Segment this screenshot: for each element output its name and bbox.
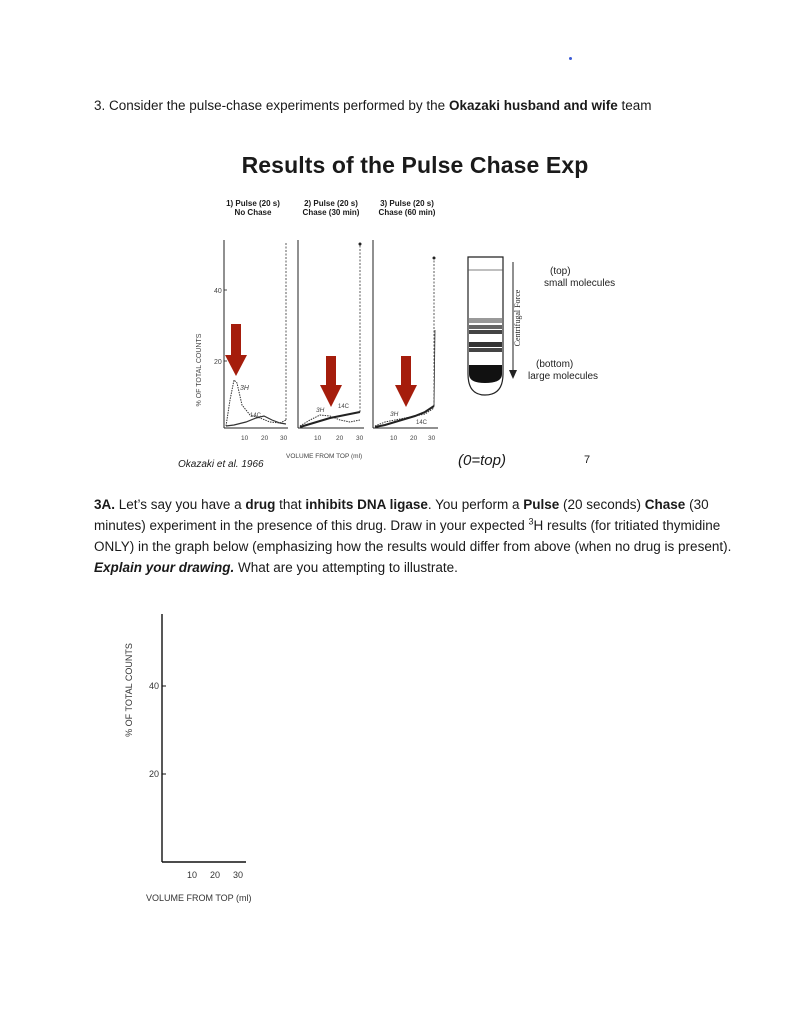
q3a-text-4: (20 seconds) bbox=[559, 497, 645, 512]
q3a-text-3: . You perform a bbox=[427, 497, 524, 512]
panel-2-h3-label: 3H bbox=[316, 407, 325, 414]
panel-1-h3-label: 3H bbox=[240, 385, 249, 392]
centrifugal-force-label: Centrifugal Force bbox=[513, 289, 522, 347]
blank-graph-y-tick-40: 40 bbox=[149, 681, 160, 691]
slide-page-number: 7 bbox=[584, 454, 591, 466]
panel-3-plot bbox=[373, 240, 438, 442]
panel-2-down-arrow bbox=[320, 356, 342, 407]
q3a-pulse: Pulse bbox=[523, 497, 560, 512]
panel-3-line2: Chase (60 min) bbox=[378, 208, 436, 217]
centrifuge-tube bbox=[462, 252, 522, 402]
q3a-superscript: 3 bbox=[528, 516, 534, 527]
zero-top-note: (0=top) bbox=[458, 452, 506, 469]
tube-top-label bbox=[544, 266, 615, 290]
panel-1-line1: 1) Pulse (20 s) bbox=[226, 199, 280, 208]
panel-3-x-tick-10: 10 bbox=[390, 435, 398, 442]
panel-3-line1: 3) Pulse (20 s) bbox=[380, 199, 434, 208]
panel-2-line2: Chase (30 min) bbox=[302, 208, 360, 217]
panel-2-c14-label: 14C bbox=[338, 404, 350, 410]
panel-1-x-tick-20: 20 bbox=[261, 435, 269, 442]
panel-3-c14-label: 14C bbox=[416, 420, 428, 426]
blank-answer-graph[interactable] bbox=[118, 610, 298, 910]
panel-1-label bbox=[218, 199, 288, 217]
blank-graph-y-tick-20: 20 bbox=[149, 769, 160, 779]
figure-y-tick-40: 40 bbox=[214, 288, 222, 295]
panel-3-h3-label: 3H bbox=[390, 411, 399, 418]
panel-3-x-tick-30: 30 bbox=[428, 435, 436, 442]
figure-y-axis-label: % OF TOTAL COUNTS bbox=[196, 333, 203, 407]
slide-title: Results of the Pulse Chase Exp bbox=[241, 152, 589, 178]
tube-top-line2: small molecules bbox=[544, 278, 616, 289]
figure-x-axis-label: VOLUME FROM TOP (ml) bbox=[286, 453, 363, 460]
q3a-inhibits: inhibits DNA ligase bbox=[305, 497, 428, 512]
figure-y-tick-20: 20 bbox=[214, 359, 222, 366]
panel-1-x-tick-10: 10 bbox=[241, 435, 249, 442]
blank-graph-x-tick-30: 30 bbox=[233, 870, 244, 880]
question-3-suffix: team bbox=[617, 98, 652, 113]
q3a-text-7: What are you attempting to illustrate. bbox=[234, 560, 458, 575]
panel-2-x-tick-20: 20 bbox=[336, 435, 344, 442]
panel-3-label bbox=[372, 199, 442, 217]
q3a-text-5: (30 minutes) experiment in the presence of this drug. Draw in your expected bbox=[94, 497, 709, 533]
tube-bottom-label bbox=[528, 359, 598, 383]
q3a-explain: Explain your drawing. bbox=[94, 560, 235, 575]
panel-1-c14-label: 14C bbox=[250, 413, 262, 419]
panel-2-x-tick-10: 10 bbox=[314, 435, 322, 442]
q3a-text-2: that bbox=[275, 497, 306, 512]
tube-bottom-line1: (bottom) bbox=[536, 359, 574, 370]
citation: Okazaki et al. 1966 bbox=[178, 459, 264, 470]
blank-graph-x-tick-20: 20 bbox=[210, 870, 221, 880]
decorative-dot bbox=[569, 57, 572, 60]
q3a-text-6: H results (for tritiated thymidine ONLY) in the graph below (emphasizing how the results would differ from above (when no drug is present). bbox=[94, 518, 732, 554]
pulse-chase-figure bbox=[190, 230, 450, 460]
panel-3-x-tick-20: 20 bbox=[410, 435, 418, 442]
q3a-chase: Chase bbox=[644, 497, 686, 512]
tube-bottom-line2: large molecules bbox=[528, 371, 599, 382]
panel-3-down-arrow bbox=[395, 356, 417, 407]
question-3-text bbox=[94, 96, 734, 115]
tube-top-line1: (top) bbox=[550, 266, 571, 277]
q3a-drug: drug bbox=[245, 497, 276, 512]
blank-graph-x-tick-10: 10 bbox=[187, 870, 198, 880]
question-3a-label: 3A. bbox=[94, 497, 116, 512]
panel-1-x-tick-30: 30 bbox=[280, 435, 288, 442]
blank-graph-y-axis-label: % OF TOTAL COUNTS bbox=[124, 643, 134, 737]
question-3-bold: Okazaki husband and wife bbox=[448, 98, 618, 113]
question-3-prefix: 3. Consider the pulse-chase experiments performed by the bbox=[94, 98, 449, 113]
blank-graph-x-axis-label: VOLUME FROM TOP (ml) bbox=[146, 893, 252, 903]
q3a-text-1: Let’s say you have a bbox=[115, 497, 246, 512]
panel-2-x-tick-30: 30 bbox=[356, 435, 364, 442]
panel-1-down-arrow bbox=[225, 324, 247, 376]
panel-2-line1: 2) Pulse (20 s) bbox=[304, 199, 358, 208]
panel-2-plot bbox=[298, 240, 364, 442]
panel-1-line2: No Chase bbox=[234, 208, 272, 217]
panel-2-label bbox=[296, 199, 366, 217]
question-3a-text bbox=[94, 494, 734, 578]
panel-1-plot bbox=[224, 240, 288, 442]
